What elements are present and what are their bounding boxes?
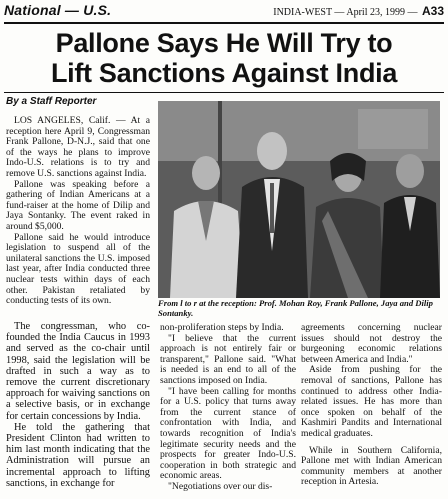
page-number: A33 — [421, 4, 444, 18]
section-label: National — U.S. — [4, 2, 112, 18]
paragraph: Pallone said he would introduce legislation to suspend all of the unilateral sanctions the U.S. imposed last year, after India conducted three nuclear tests within days of each other. Pakistan retaliated by conducting tests of its own. — [6, 231, 150, 307]
page-header — [0, 0, 448, 22]
header-rule — [4, 22, 444, 24]
reception-photo — [158, 101, 440, 298]
headline-line-2: Lift Sanctions Against India — [50, 58, 398, 88]
headline — [0, 28, 448, 88]
column-1-top — [6, 116, 150, 307]
paragraph: LOS ANGELES, Calif. — At a reception here April 9, Congressman Frank Pallone, D-N.J., said that one of the ways he plans to improve Indo-U.S. relations is to try and remove U.S. sanctions against India. — [6, 115, 150, 179]
paragraph: The congressman, who co-founded the India Caucus in 1993 and served as the co-chair until 1998, said the legislation will be drafted in such a way as to remove the current discretionary approach for waiving sanctions on a selective basis, or in exchange for certain concessions by India. — [6, 321, 150, 422]
byline: By a Staff Reporter — [6, 96, 97, 107]
paragraph: Aside from pushing for the removal of sanctions, Pallone has continued to address other India-related issues. He has more than once spoken on behalf of the Kashmiri Pandits and International medical graduates. — [301, 364, 442, 439]
paragraph: He told the gathering that President Clinton had written to him last month indicating that the Administration will pursue an incremental approach to lifting sanctions, in exchange for — [6, 421, 150, 489]
paragraph: agreements concerning nuclear issues should not destroy the burgeoning economic relations between America and India." — [301, 322, 442, 365]
running-head — [273, 4, 444, 18]
photo-caption: From l to r at the reception: Prof. Mohan Roy, Frank Pallone, Jaya and Dilip Sontanky. — [158, 298, 433, 318]
headline-line-1: Pallone Says He Will Try to — [55, 28, 393, 58]
paragraph: non-proliferation steps by India. — [160, 322, 284, 333]
photo-image — [158, 101, 440, 298]
headline-rule — [4, 92, 444, 93]
paragraph: While in Southern California, Pallone met with Indian American community members at another reception in Artesia. — [301, 444, 442, 488]
paragraph: "I have been calling for months for a U.S. policy that turns away from the current stance of confrontation with India, and towards recognition of India's legitimate security needs and the prospects for greater Indo-U.S. cooperation in both strategic and economic areas. — [160, 385, 296, 482]
paragraph: "Negotiations over our dis- — [168, 480, 273, 492]
column-2 — [160, 323, 296, 493]
paragraph: "I believe that the current approach is not entirely fair or transparent," Pallone said. "What is needed is an end to all of the sanctions imposed on India. — [160, 332, 296, 386]
running-head-text: INDIA-WEST — April 23, 1999 — — [273, 7, 418, 18]
column-1-bottom — [6, 321, 150, 489]
column-3 — [301, 323, 442, 488]
paragraph: Pallone was speaking before a gathering of Indian Americans at a fund-raiser at the home of Dilip and Jaya Sontanky. The event raked in around $5,000. — [6, 178, 150, 232]
